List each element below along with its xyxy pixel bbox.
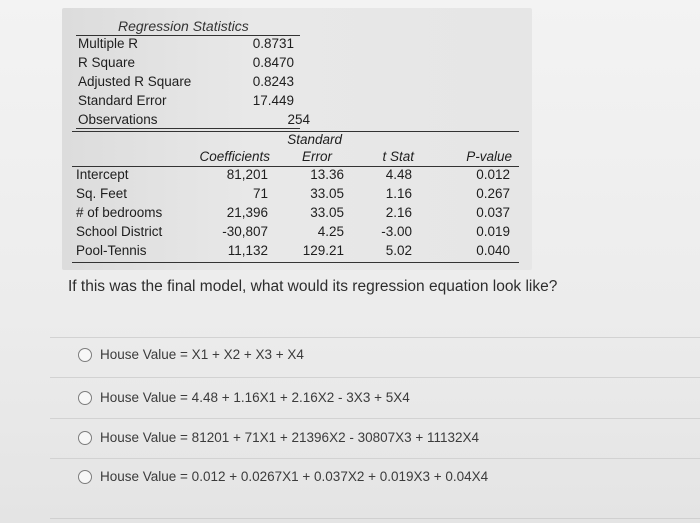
bottom-separator: [50, 518, 700, 519]
rs-value-observations: 254: [287, 112, 310, 127]
header-standard-error: Error: [302, 149, 332, 164]
cell-se-sq-feet: 33.05: [310, 186, 344, 201]
option-separator: [50, 418, 700, 419]
cell-se-school-district: 4.25: [317, 224, 344, 239]
rs-label-observations: Observations: [78, 112, 158, 127]
radio-option-4[interactable]: [78, 470, 92, 484]
cell-se-bedrooms: 33.05: [310, 205, 344, 220]
option-3[interactable]: [78, 430, 479, 445]
option-2-label: House Value = 4.48 + 1.16X1 + 2.16X2 - 3X3 + 5X4: [100, 390, 410, 405]
option-separator: [50, 337, 700, 338]
cell-p-sq-feet: 0.267: [476, 186, 510, 201]
cell-t-sq-feet: 1.16: [385, 186, 412, 201]
cell-coef-intercept: 81,201: [226, 167, 268, 182]
radio-option-3[interactable]: [78, 431, 92, 445]
row-label-school-district: School District: [76, 224, 163, 239]
rs-label-r-square: R Square: [78, 55, 136, 70]
radio-option-1[interactable]: [78, 348, 92, 362]
header-coefficients: Coefficients: [199, 149, 270, 164]
row-label-intercept: Intercept: [76, 167, 129, 182]
cell-p-intercept: 0.012: [476, 167, 510, 182]
option-separator: [50, 377, 700, 378]
rs-bottom-rule: [76, 128, 300, 129]
rs-value-adjusted-r-square: 0.8243: [252, 74, 294, 89]
cell-t-bedrooms: 2.16: [385, 205, 412, 220]
option-4-label: House Value = 0.012 + 0.0267X1 + 0.037X2 + 0.019X3 + 0.04X4: [100, 469, 489, 484]
regression-output-image: [62, 8, 532, 270]
rs-value-r-square: 0.8470: [252, 55, 294, 70]
cell-se-pool-tennis: 129.21: [302, 243, 344, 258]
option-4[interactable]: [78, 469, 488, 484]
header-p-value: P-value: [466, 149, 512, 164]
cell-p-bedrooms: 0.037: [476, 205, 510, 220]
option-3-label: House Value = 81201 + 71X1 + 21396X2 - 30807X3 + 11132X4: [100, 430, 480, 445]
coef-bottom-rule: [72, 262, 519, 263]
cell-coef-sq-feet: 71: [252, 186, 268, 201]
question-text: If this was the final model, what would its regression equation look like?: [68, 278, 558, 295]
row-label-bedrooms: # of bedrooms: [76, 205, 163, 220]
option-1[interactable]: [78, 347, 304, 362]
option-2[interactable]: [78, 390, 410, 405]
rs-label-multiple-r: Multiple R: [78, 36, 139, 51]
cell-t-intercept: 4.48: [385, 167, 412, 182]
cell-p-school-district: 0.019: [476, 224, 510, 239]
row-label-sq-feet: Sq. Feet: [76, 186, 128, 201]
cell-coef-bedrooms: 21,396: [226, 205, 268, 220]
rs-value-standard-error: 17.449: [252, 93, 294, 108]
header-t-stat: t Stat: [382, 149, 414, 164]
cell-coef-school-district: -30,807: [222, 224, 268, 239]
rs-label-adjusted-r-square: Adjusted R Square: [78, 74, 192, 89]
rs-value-multiple-r: 0.8731: [252, 36, 294, 51]
row-label-pool-tennis: Pool-Tennis: [76, 243, 147, 258]
option-1-label: House Value = X1 + X2 + X3 + X4: [100, 347, 304, 362]
option-separator: [50, 458, 700, 459]
radio-option-2[interactable]: [78, 391, 92, 405]
cell-t-pool-tennis: 5.02: [385, 243, 412, 258]
cell-se-intercept: 13.36: [310, 167, 344, 182]
cell-p-pool-tennis: 0.040: [476, 243, 510, 258]
regression-statistics-title: Regression Statistics: [118, 18, 249, 34]
cell-t-school-district: -3.00: [381, 224, 412, 239]
header-standard-top: Standard: [287, 132, 342, 147]
cell-coef-pool-tennis: 11,132: [227, 243, 268, 258]
rs-label-standard-error: Standard Error: [78, 93, 167, 108]
